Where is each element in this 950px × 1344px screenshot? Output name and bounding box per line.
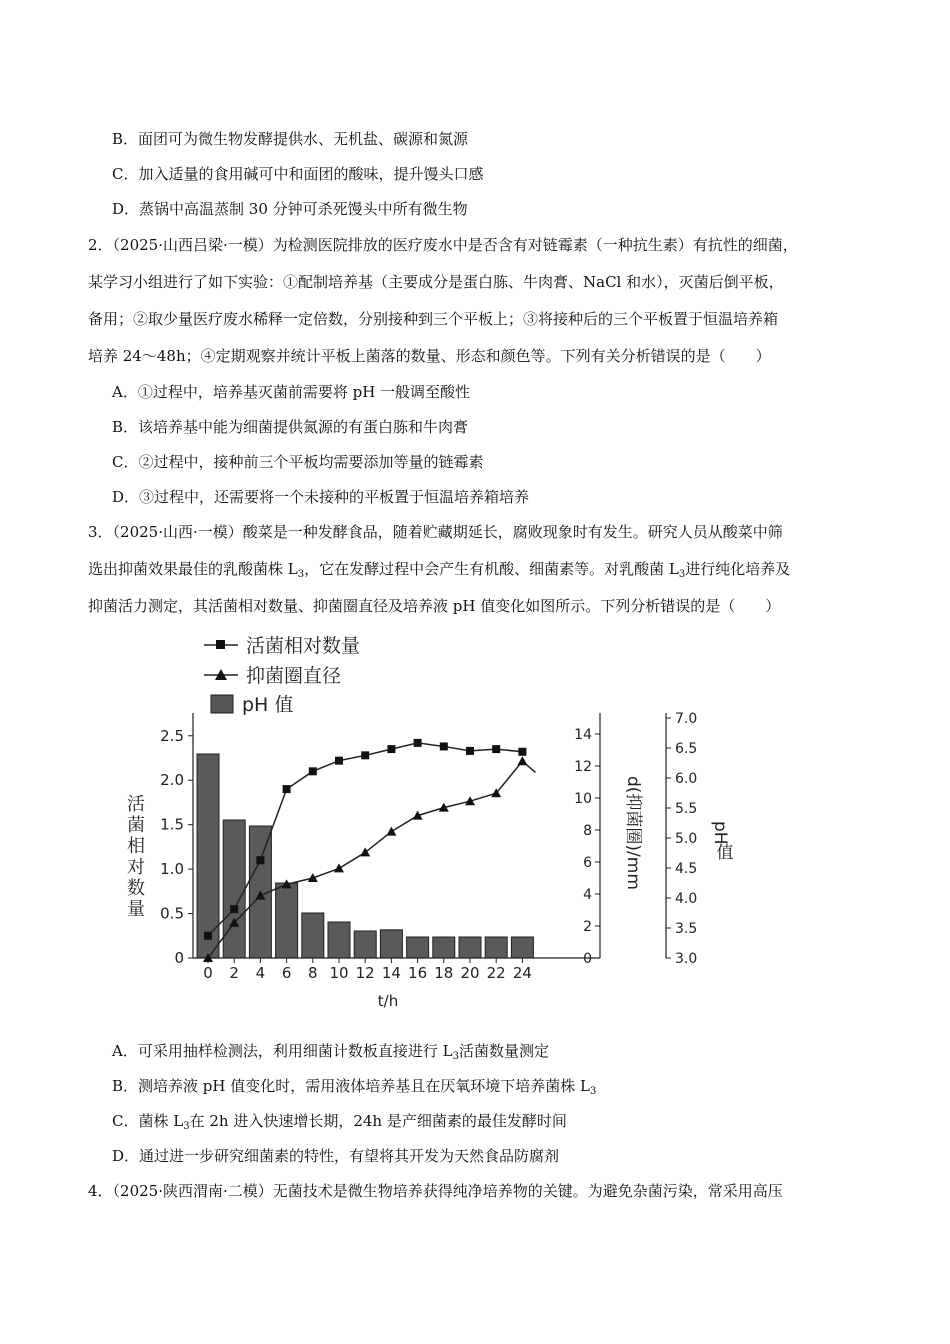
right1-tick-label: 2 <box>583 919 592 935</box>
right2-tick-label: 4.5 <box>675 861 698 877</box>
left-tick-label: 0 <box>174 949 184 967</box>
ph-bar <box>276 883 298 958</box>
right2-tick-label: 6.5 <box>675 741 698 757</box>
right1-tick-label: 8 <box>583 823 592 839</box>
right1-tick-label: 10 <box>574 791 592 807</box>
x-tick-label: 12 <box>355 964 375 982</box>
count-point <box>466 747 474 755</box>
count-point <box>335 757 343 765</box>
q1-option-b: B．面团可为微生物发酵提供水、无机盐、碳源和氮源 <box>112 130 469 148</box>
right2-axis-label-ph: pH <box>710 821 730 845</box>
q2-option-b: B．该培养基中能为细菌提供氮源的有蛋白胨和牛肉膏 <box>112 418 469 436</box>
count-point <box>440 742 448 750</box>
left-tick-label: 2.5 <box>160 726 184 745</box>
right2-tick-label: 4.0 <box>675 891 698 907</box>
q2-stem-line4: 培养 24～48h；④定期观察并统计平板上菌落的数量、形态和颜色等。下列有关分析错误的是（ ） <box>88 347 771 365</box>
q3-stem-line2: 选出抑菌效果最佳的乳酸菌株 $L_3$，它在发酵过程中会产生有机酸、细菌素等。对乳酸菌 $L_3$进行纯化培养及 <box>88 560 791 580</box>
x-tick-label: 16 <box>408 964 428 982</box>
q3-option-b: B．测培养液 pH 值变化时，需用液体培养基且在厌氧环境下培养菌株 $L_3$ <box>112 1077 597 1097</box>
x-tick-label: 10 <box>329 964 349 982</box>
x-tick-label: 24 <box>512 964 532 982</box>
count-point <box>230 905 238 913</box>
legend-bar-swatch <box>211 695 233 713</box>
left-tick-label: 1.0 <box>160 860 184 879</box>
ph-bar <box>380 930 402 958</box>
diameter-point <box>334 863 344 872</box>
q4-stem-line1: 4．（2025·陕西渭南·二模）无菌技术是微生物培养获得纯净培养物的关键。为避免杂菌污染，常采用高压 <box>88 1182 783 1200</box>
right1-axis-label: d(抑菌圈)/mm <box>623 776 643 890</box>
right1-tick-label: 6 <box>583 855 592 871</box>
count-point <box>256 856 264 864</box>
left-axis-label-char: 数 <box>127 878 145 899</box>
ph-bar <box>433 937 455 958</box>
left-axis-label-char: 菌 <box>127 815 145 836</box>
q2-option-c: C．②过程中，接种前三个平板均需要添加等量的链霉素 <box>112 453 484 471</box>
right2-tick-label: 7.0 <box>675 711 698 727</box>
ph-bar <box>328 922 350 958</box>
count-point <box>309 767 317 775</box>
left-axis-label-char: 对 <box>127 857 145 878</box>
ph-bar <box>511 937 533 958</box>
q2-option-a: A．①过程中，培养基灭菌前需要将 pH 一般调至酸性 <box>112 383 471 401</box>
x-tick-label: 6 <box>281 964 292 982</box>
right1-tick-label: 14 <box>574 727 592 743</box>
ph-bar <box>407 937 429 958</box>
ph-bar <box>302 913 324 958</box>
x-axis-label: t/h <box>377 992 399 1010</box>
count-point <box>361 751 369 759</box>
q3-stem-line1: 3．（2025·山西·一模）酸菜是一种发酵食品，随着贮藏期延长，腐败现象时有发生。研究人员从酸菜中筛 <box>88 523 783 541</box>
legend-square-marker <box>216 640 225 649</box>
right2-tick-label: 3.5 <box>675 921 698 937</box>
legend <box>204 635 360 716</box>
x-tick-label: 2 <box>229 964 239 982</box>
x-tick-label: 0 <box>203 964 213 982</box>
q3-option-c: C．菌株 $L_3$在 2h 进入快速增长期，24h 是产细菌素的最佳发酵时间 <box>112 1112 567 1132</box>
left-tick-label: 2.0 <box>160 771 184 790</box>
count-point <box>283 785 291 793</box>
legend-label-count: 活菌相对数量 <box>246 635 361 657</box>
plot-area <box>127 711 734 982</box>
ph-bar <box>223 820 245 958</box>
x-tick-label: 20 <box>460 964 480 982</box>
diameter-point <box>517 756 527 765</box>
ph-bar <box>485 937 507 958</box>
right2-tick-label: 6.0 <box>675 771 698 787</box>
count-point <box>387 745 395 753</box>
q2-stem-line1: 2．（2025·山西吕梁·一模）为检测医院排放的医疗废水中是否含有对链霉素（一种抗生素）有抗性的细菌， <box>88 236 798 254</box>
q2-stem-line2: 某学习小组进行了如下实验：①配制培养基（主要成分是蛋白胨、牛肉膏、NaCl 和水），灭菌后倒平板， <box>88 273 784 291</box>
right1-tick-label: 4 <box>583 887 592 903</box>
right1-tick-label: 12 <box>574 759 592 775</box>
left-axis-label-char: 相 <box>127 836 145 857</box>
x-tick-label: 18 <box>434 964 454 982</box>
q3-option-a: A．可采用抽样检测法，利用细菌计数板直接进行 $L_3$活菌数量测定 <box>112 1042 549 1062</box>
right2-tick-label: 3.0 <box>675 951 698 967</box>
count-point <box>492 745 500 753</box>
left-axis-label-char: 活 <box>127 794 145 815</box>
q1-option-d: D．蒸锅中高温蒸制 30 分钟可杀死馒头中所有微生物 <box>112 200 468 218</box>
q3-figure <box>118 628 748 1013</box>
ph-bar <box>459 937 481 958</box>
x-tick-label: 8 <box>308 964 318 982</box>
count-point <box>518 748 526 756</box>
count-point <box>204 932 212 940</box>
q1-option-c: C．加入适量的食用碱可中和面团的酸味，提升馒头口感 <box>112 165 484 183</box>
left-tick-label: 1.5 <box>160 815 184 834</box>
x-tick-label: 14 <box>381 964 401 982</box>
right2-tick-label: 5.5 <box>675 801 698 817</box>
legend-label-diameter: 抑菌圈直径 <box>246 665 342 687</box>
q3-option-d: D．通过进一步研究细菌素的特性，有望将其开发为天然食品防腐剂 <box>112 1147 560 1165</box>
right2-axis-label-val: 值 <box>716 843 734 863</box>
left-tick-label: 0.5 <box>160 904 184 923</box>
q2-option-d: D．③过程中，还需要将一个未接种的平板置于恒温培养箱培养 <box>112 488 530 506</box>
q2-stem-line3: 备用；②取少量医疗废水稀释一定倍数，分别接种到三个平板上；③将接种后的三个平板置于恒温培养箱 <box>88 310 779 328</box>
count-point <box>414 739 422 747</box>
q3-stem-line3: 抑菌活力测定，其活菌相对数量、抑菌圈直径及培养液 pH 值变化如图所示。下列分析错误的是（ ） <box>88 597 781 615</box>
right2-tick-label: 5.0 <box>675 831 698 847</box>
left-axis-label-char: 量 <box>127 899 145 920</box>
right1-tick-label: 0 <box>583 951 592 967</box>
x-tick-label: 22 <box>486 964 506 982</box>
legend-label-ph: pH 值 <box>242 694 294 716</box>
ph-bar <box>354 931 376 958</box>
diameter-point <box>386 827 396 836</box>
x-tick-label: 4 <box>255 964 266 982</box>
